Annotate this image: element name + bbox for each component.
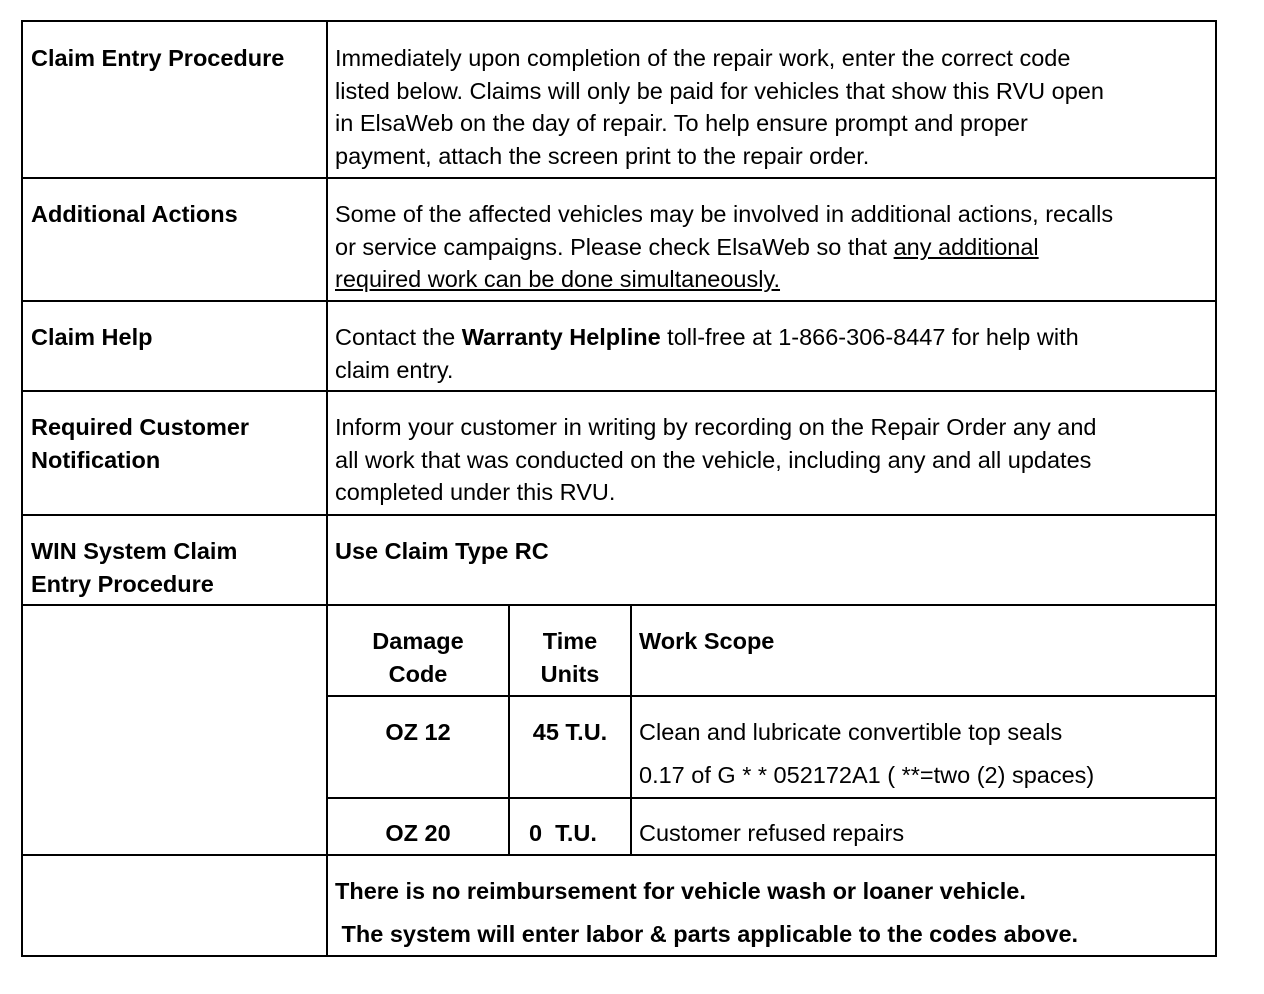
customer-notification-text-line: completed under this RVU. <box>335 479 616 506</box>
claim-help-label: Claim Help <box>31 324 153 350</box>
customer-notification-label: Notification <box>31 446 161 473</box>
damage-code-header <box>328 625 508 690</box>
claim-entry-label: Claim Entry Procedure <box>31 45 285 71</box>
claim-entry-text-line: listed below. Claims will only be paid for vehicles that show this RVU open <box>335 77 1104 104</box>
row-divider <box>21 604 1217 606</box>
time-units-header-line: Time <box>542 628 598 654</box>
codes-row-divider <box>326 695 1217 697</box>
additional-actions-underlined-text: required work can be done simultaneously. <box>335 266 781 293</box>
claim-help-text-line: claim entry. <box>335 356 454 383</box>
row-divider <box>21 300 1217 302</box>
row-divider <box>21 854 1217 856</box>
time-units-header <box>510 625 630 690</box>
customer-notification-text-line: Inform your customer in writing by recording on the Repair Order any and <box>335 414 1097 440</box>
work-scope-cell: Customer refused repairs <box>639 820 905 846</box>
table-border-left <box>21 20 23 957</box>
customer-notification-label: Required Customer <box>31 414 250 440</box>
claim-help-pre-text: Contact the <box>335 324 462 350</box>
claim-help-post-text: toll-free at 1-866-306-8447 for help with <box>660 324 1079 350</box>
damage-code-cell: OZ 12 <box>385 719 451 745</box>
damage-code-cell: OZ 20 <box>385 820 451 846</box>
win-system-label: WIN System Claim <box>31 538 238 564</box>
additional-actions-plain-text: or service campaigns. Please check ElsaWeb so that <box>335 233 894 260</box>
time-units-header-line: Units <box>540 660 600 687</box>
warranty-helpline-name: Warranty Helpline <box>461 324 661 350</box>
damage-code-header-line: Damage <box>372 628 464 654</box>
row-divider <box>21 514 1217 516</box>
claim-type-text: Use Claim Type RC <box>335 538 549 564</box>
time-units-cell: 45 T.U. <box>532 719 608 745</box>
system-entry-note: The system will enter labor & parts applicable to the codes above. <box>335 921 1079 947</box>
claim-help-text-line <box>335 321 1079 354</box>
work-scope-header: Work Scope <box>639 628 775 654</box>
customer-notification-text-line: all work that was conducted on the vehicle, including any and all updates <box>335 446 1092 473</box>
win-system-label: Entry Procedure <box>31 570 214 597</box>
work-scope-cell: 0.17 of G * * 052172A1 ( **=two (2) spaces) <box>639 762 1095 788</box>
table-border-top <box>21 20 1217 22</box>
claim-entry-text-line: in ElsaWeb on the day of repair. To help ensure prompt and proper <box>335 110 1028 137</box>
codes-row-divider <box>326 797 1217 799</box>
table-border-bottom <box>21 955 1217 957</box>
damage-code-header-line: Code <box>388 660 448 687</box>
table-border-right <box>1215 20 1217 957</box>
additional-actions-text-line: Some of the affected vehicles may be involved in additional actions, recalls <box>335 201 1114 227</box>
codes-column-divider <box>630 604 632 856</box>
work-scope-cell: Clean and lubricate convertible top seals <box>639 719 1063 745</box>
claim-entry-text-line: payment, attach the screen print to the repair order. <box>335 142 870 169</box>
row-divider <box>21 177 1217 179</box>
additional-actions-label: Additional Actions <box>31 201 238 227</box>
reimbursement-note: There is no reimbursement for vehicle wash or loaner vehicle. <box>335 878 1026 904</box>
additional-actions-underlined-text: any additional <box>893 233 1039 260</box>
time-units-cell: 0 T.U. <box>529 820 597 846</box>
additional-actions-text-line <box>335 231 1039 264</box>
claim-entry-text-line: Immediately upon completion of the repair work, enter the correct code <box>335 45 1071 71</box>
row-divider <box>21 390 1217 392</box>
